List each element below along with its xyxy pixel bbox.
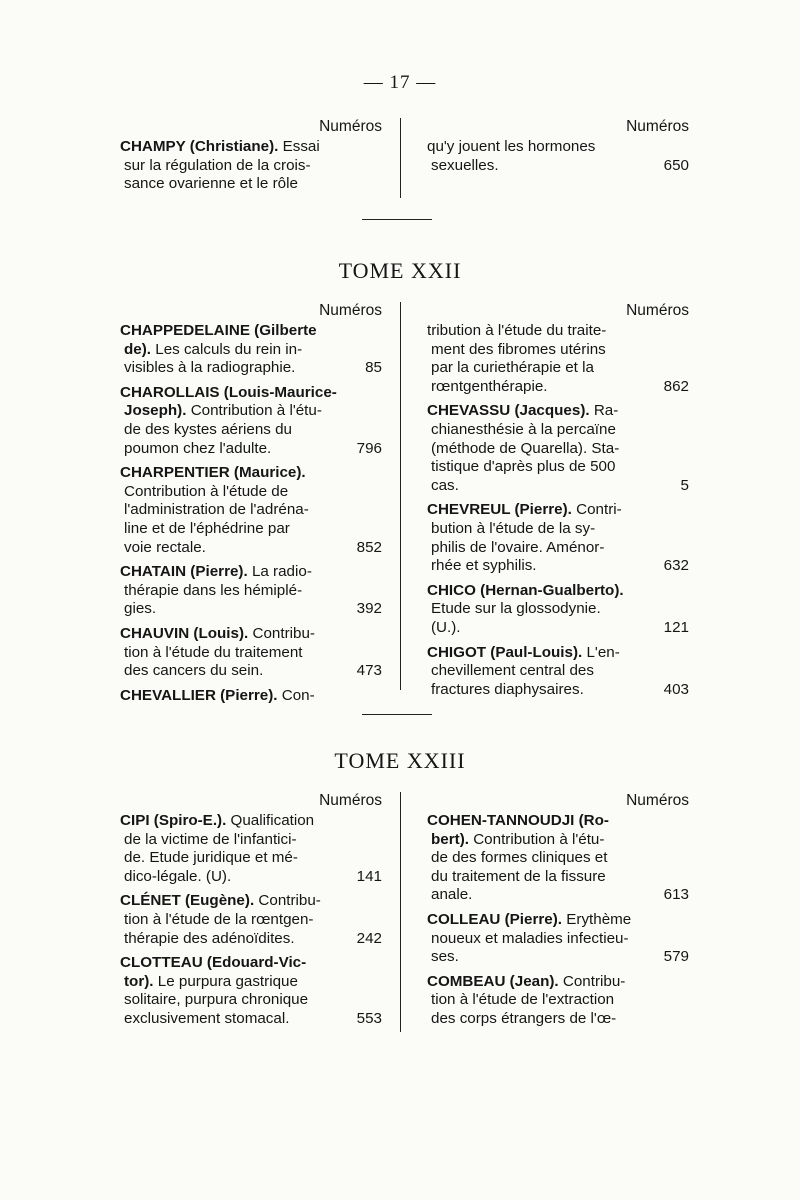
column-right — [427, 792, 689, 1035]
index-entry — [427, 322, 689, 396]
author-name: tor). — [124, 972, 154, 990]
entry-line — [427, 458, 689, 477]
author-name: CHEVASSU (Jacques). — [427, 402, 590, 420]
entry-text: sance ovarienne et le rôle — [124, 175, 298, 193]
thesis-number: 121 — [663, 618, 689, 636]
entry-line — [427, 886, 689, 905]
author-name: CHATAIN (Pierre). — [120, 563, 248, 581]
line-text-group — [120, 384, 337, 401]
entry-text: de. Etude juridique et mé- — [124, 849, 298, 867]
entry-text: Etude sur la glossodynie. — [431, 600, 601, 618]
index-entry — [427, 812, 689, 905]
entry-text: des corps étrangers de l'œ- — [431, 1009, 617, 1027]
author-name: CHAMPY (Christiane). — [120, 138, 279, 155]
line-text-group — [124, 911, 313, 928]
entry-line — [120, 662, 382, 681]
line-text-group — [431, 539, 604, 556]
line-text-group — [431, 520, 595, 537]
entry-text: Le purpura gastrique — [157, 972, 298, 990]
author-name: CHAPPEDELAINE (Gilberte — [120, 322, 317, 339]
entry-text: L'en- — [586, 643, 620, 661]
thesis-number: 392 — [356, 600, 382, 618]
line-text-group — [427, 402, 618, 419]
line-text-group — [427, 911, 631, 928]
entry-text: Contribu- — [562, 972, 626, 990]
entry-text: Les calculs du rein in- — [155, 340, 303, 358]
entry-text: rœntgenthérapie. — [431, 377, 548, 395]
entry-line — [427, 378, 689, 397]
author-name: CHAUVIN (Louis). — [120, 624, 249, 642]
entry-line — [120, 892, 382, 911]
line-text-group — [431, 849, 607, 866]
entry-text: l'administration de l'adréna- — [124, 501, 309, 519]
thesis-number: 632 — [663, 557, 689, 575]
line-text-group — [431, 619, 461, 638]
line-text-group — [431, 359, 594, 376]
line-text-group — [120, 625, 315, 642]
line-text-group — [427, 644, 620, 661]
entry-line — [120, 384, 382, 403]
entry-text: anale. — [431, 886, 473, 904]
entry-text: Contribu- — [252, 624, 315, 642]
page-number: — 17 — — [363, 72, 437, 93]
index-entry — [120, 464, 382, 557]
line-text-group — [431, 948, 459, 967]
entry-text: du traitement de la fissure — [431, 867, 606, 885]
line-text-group — [427, 973, 625, 990]
entry-line — [427, 662, 689, 681]
line-text-group — [120, 464, 306, 481]
entry-text: solitaire, purpura chronique — [124, 991, 309, 1009]
entry-text: thérapie dans les hémiplé- — [124, 581, 303, 599]
index-entry — [427, 911, 689, 967]
entry-line — [120, 973, 382, 992]
entry-line — [427, 849, 689, 868]
entry-text: Contribu- — [258, 892, 321, 910]
entry-line — [427, 1010, 689, 1029]
line-text-group — [431, 930, 629, 947]
entry-line — [120, 138, 382, 157]
entry-line — [427, 557, 689, 576]
entry-line — [120, 501, 382, 520]
entry-text: exclusivement stomacal. — [124, 1009, 290, 1027]
entry-line — [427, 600, 689, 619]
line-text-group — [431, 868, 606, 885]
line-text-group — [431, 662, 594, 679]
entry-text: dico-légale. (U). — [124, 867, 232, 885]
thesis-number: 85 — [365, 359, 382, 377]
entry-text: philis de l'ovaire. Aménor- — [431, 538, 605, 556]
entry-text: thérapie des adénoïdites. — [124, 929, 295, 947]
line-text-group — [431, 600, 601, 617]
thesis-number: 473 — [356, 662, 382, 680]
entry-line — [427, 501, 689, 520]
line-text-group — [124, 157, 311, 174]
thesis-number: 579 — [663, 948, 689, 966]
line-text-group — [124, 831, 297, 848]
line-text-group — [124, 341, 302, 358]
entry-text: qu'y jouent les hormones — [427, 138, 596, 155]
line-text-group — [124, 402, 322, 419]
line-text-group — [124, 600, 156, 619]
entry-text: Qualification — [230, 812, 315, 829]
entry-line — [120, 322, 382, 341]
line-text-group — [124, 359, 295, 378]
index-entry — [427, 138, 689, 175]
entry-text: (U.). — [431, 618, 461, 636]
entry-line — [120, 954, 382, 973]
entry-text: Erythème — [566, 910, 632, 928]
index-entry — [120, 384, 382, 458]
entry-line — [120, 991, 382, 1010]
line-text-group — [427, 582, 624, 599]
author-name: COLLEAU (Pierre). — [427, 910, 563, 928]
entry-line — [120, 402, 382, 421]
column-right — [427, 118, 689, 181]
column-right — [427, 302, 689, 705]
section-rule — [362, 219, 432, 220]
line-text-group — [431, 681, 584, 700]
entry-text: line et de l'éphédrine par — [124, 519, 290, 537]
index-entry — [427, 973, 689, 1029]
author-name: CLOTTEAU (Edouard-Vic- — [120, 954, 307, 972]
author-name: Joseph). — [124, 402, 187, 420]
line-text-group — [124, 483, 288, 500]
entry-text: de des formes cliniques et — [431, 849, 608, 867]
thesis-number: 862 — [663, 377, 689, 395]
entry-line — [427, 520, 689, 539]
entry-line — [427, 402, 689, 421]
section-rule — [362, 714, 432, 715]
entry-text: Contri- — [576, 501, 622, 519]
line-text-group — [431, 421, 616, 438]
thesis-number: 403 — [663, 680, 689, 698]
entry-line — [427, 812, 689, 831]
column-header: Numéros — [319, 302, 382, 319]
column-header: Numéros — [319, 792, 382, 809]
author-name: CHIGOT (Paul-Louis). — [427, 643, 583, 661]
line-text-group — [124, 868, 231, 887]
entry-line — [120, 644, 382, 663]
thesis-number: 141 — [356, 867, 382, 885]
index-entry — [120, 322, 382, 378]
index-entry — [120, 138, 382, 194]
thesis-number: 5 — [680, 476, 689, 494]
entry-line — [120, 563, 382, 582]
entry-line — [120, 600, 382, 619]
entry-line — [120, 341, 382, 360]
entry-text: tistique d'après plus de 500 — [431, 458, 616, 476]
entry-line — [427, 539, 689, 558]
entry-line — [427, 138, 689, 157]
entry-text: rhée et syphilis. — [431, 557, 537, 575]
author-name: CLÉNET (Eugène). — [120, 892, 255, 910]
entry-text: bution à l'étude de la sy- — [431, 519, 596, 537]
line-text-group — [124, 644, 303, 661]
column-divider — [400, 118, 401, 198]
line-text-group — [120, 812, 314, 829]
entry-line — [120, 930, 382, 949]
index-entry — [120, 625, 382, 681]
line-text-group — [120, 892, 321, 909]
line-text-group — [431, 991, 614, 1008]
entry-text: (méthode de Quarella). Sta- — [431, 439, 620, 457]
entry-line — [120, 911, 382, 930]
author-name: CHAROLLAIS (Louis-Maurice- — [120, 383, 337, 401]
index-entry — [427, 644, 689, 700]
entry-line — [427, 644, 689, 663]
entry-line — [427, 681, 689, 700]
entry-line — [120, 520, 382, 539]
line-text-group — [124, 421, 292, 438]
author-name: COMBEAU (Jean). — [427, 972, 559, 990]
entry-text: sexuelles. — [431, 156, 499, 174]
line-text-group — [431, 557, 537, 576]
entry-text: par la curiethérapie et la — [431, 359, 594, 377]
column-left — [120, 118, 382, 200]
entry-text: Contribution à l'étu- — [190, 402, 322, 420]
entry-text: tion à l'étude du traitement — [124, 643, 303, 661]
line-text-group — [431, 440, 619, 457]
entry-line — [427, 911, 689, 930]
thesis-number: 613 — [663, 886, 689, 904]
entry-text: poumon chez l'adulte. — [124, 439, 272, 457]
entry-text: cas. — [431, 476, 459, 494]
thesis-number: 650 — [663, 156, 689, 174]
line-text-group — [427, 812, 609, 829]
column-left — [120, 302, 382, 711]
line-text-group — [431, 458, 615, 475]
line-text-group — [124, 501, 309, 518]
line-text-group — [124, 991, 308, 1008]
entry-text: tribution à l'étude du traite- — [427, 322, 607, 339]
column-header: Numéros — [319, 118, 382, 135]
entry-text: visibles à la radiographie. — [124, 359, 296, 377]
thesis-number: 852 — [356, 538, 382, 556]
line-text-group — [427, 138, 595, 155]
entry-text: chianesthésie à la percaïne — [431, 420, 616, 438]
thesis-number: 242 — [356, 929, 382, 947]
line-text-group — [124, 930, 295, 949]
index-entry — [120, 812, 382, 886]
line-text-group — [431, 1010, 616, 1027]
index-entry — [120, 892, 382, 948]
line-text-group — [120, 563, 312, 580]
line-text-group — [120, 954, 306, 971]
index-entry — [120, 954, 382, 1028]
column-divider — [400, 302, 401, 690]
entry-text: voie rectale. — [124, 538, 206, 556]
line-text-group — [120, 322, 317, 339]
index-entry — [427, 501, 689, 575]
entry-text: fractures diaphysaires. — [431, 680, 584, 698]
author-name: CHARPENTIER (Maurice). — [120, 464, 306, 482]
entry-text: des cancers du sein. — [124, 662, 264, 680]
entry-line — [120, 831, 382, 850]
line-text-group — [120, 138, 320, 155]
line-text-group — [124, 539, 206, 558]
entry-text: Contribution à l'étu- — [473, 830, 605, 848]
thesis-number: 796 — [356, 439, 382, 457]
line-text-group — [124, 440, 271, 459]
entry-line — [120, 440, 382, 459]
line-text-group — [431, 886, 472, 905]
entry-line — [427, 440, 689, 459]
index-entry — [120, 563, 382, 619]
line-text-group — [427, 322, 606, 339]
entry-text: noueux et maladies infectieu- — [431, 929, 629, 947]
line-text-group — [124, 1010, 289, 1029]
author-name: CHEVALLIER (Pierre). — [120, 686, 278, 704]
entry-text: ment des fibromes utérins — [431, 340, 606, 358]
entry-text: La radio- — [251, 563, 312, 581]
column-header: Numéros — [626, 118, 689, 135]
entry-line — [120, 359, 382, 378]
entry-line — [427, 973, 689, 992]
line-text-group — [431, 157, 499, 176]
entry-line — [120, 849, 382, 868]
entry-line — [427, 619, 689, 638]
line-text-group — [124, 520, 290, 537]
entry-text: Ra- — [593, 402, 619, 420]
column-header: Numéros — [626, 302, 689, 319]
entry-text: de la victime de l'infantici- — [124, 830, 297, 848]
entry-line — [427, 868, 689, 887]
line-text-group — [124, 582, 302, 599]
index-entry — [120, 687, 382, 706]
line-text-group — [431, 477, 459, 496]
entry-text: chevillement central des — [431, 662, 594, 680]
entry-line — [120, 625, 382, 644]
index-entry — [427, 402, 689, 495]
entry-line — [120, 175, 382, 194]
line-text-group — [124, 973, 298, 990]
line-text-group — [431, 831, 604, 848]
entry-text: tion à l'étude de l'extraction — [431, 991, 615, 1009]
tome-title: TOME XXII — [338, 258, 462, 283]
line-text-group — [431, 378, 548, 397]
entry-line — [120, 868, 382, 887]
line-text-group — [431, 341, 606, 358]
entry-line — [120, 421, 382, 440]
entry-line — [120, 812, 382, 831]
entry-text: Essai — [282, 138, 320, 155]
entry-line — [120, 157, 382, 176]
entry-line — [427, 322, 689, 341]
line-text-group — [124, 662, 263, 681]
entry-line — [120, 687, 382, 706]
entry-line — [427, 421, 689, 440]
entry-text: Con- — [281, 686, 315, 704]
entry-line — [427, 930, 689, 949]
line-text-group — [124, 849, 298, 866]
author-name: CIPI (Spiro-E.). — [120, 812, 227, 829]
entry-text: sur la régulation de la crois- — [124, 156, 311, 174]
entry-line — [427, 831, 689, 850]
column-header: Numéros — [626, 792, 689, 809]
author-name: COHEN-TANNOUDJI (Ro- — [427, 812, 609, 829]
column-left — [120, 792, 382, 1035]
entry-line — [427, 948, 689, 967]
author-name: CHEVREUL (Pierre). — [427, 501, 572, 519]
line-text-group — [120, 687, 315, 704]
line-text-group — [124, 175, 298, 192]
entry-line — [427, 991, 689, 1010]
entry-line — [120, 582, 382, 601]
entry-line — [427, 477, 689, 496]
thesis-number: 553 — [356, 1009, 382, 1027]
entry-line — [427, 582, 689, 601]
entry-text: gies. — [124, 600, 157, 618]
entry-line — [120, 464, 382, 483]
entry-line — [120, 1010, 382, 1029]
entry-text: Contribution à l'étude de — [124, 482, 289, 500]
entry-line — [427, 359, 689, 378]
tome-title: TOME XXIII — [334, 748, 466, 773]
entry-text: de des kystes aériens du — [124, 420, 293, 438]
entry-text: ses. — [431, 948, 459, 966]
entry-line — [427, 341, 689, 360]
author-name: de). — [124, 340, 152, 358]
entry-line — [120, 483, 382, 502]
entry-line — [120, 539, 382, 558]
entry-line — [427, 157, 689, 176]
entry-text: tion à l'étude de la rœntgen- — [124, 910, 314, 928]
index-entry — [427, 582, 689, 638]
author-name: bert). — [431, 830, 469, 848]
line-text-group — [427, 501, 622, 518]
author-name: CHICO (Hernan-Gualberto). — [427, 581, 624, 599]
column-divider — [400, 792, 401, 1032]
